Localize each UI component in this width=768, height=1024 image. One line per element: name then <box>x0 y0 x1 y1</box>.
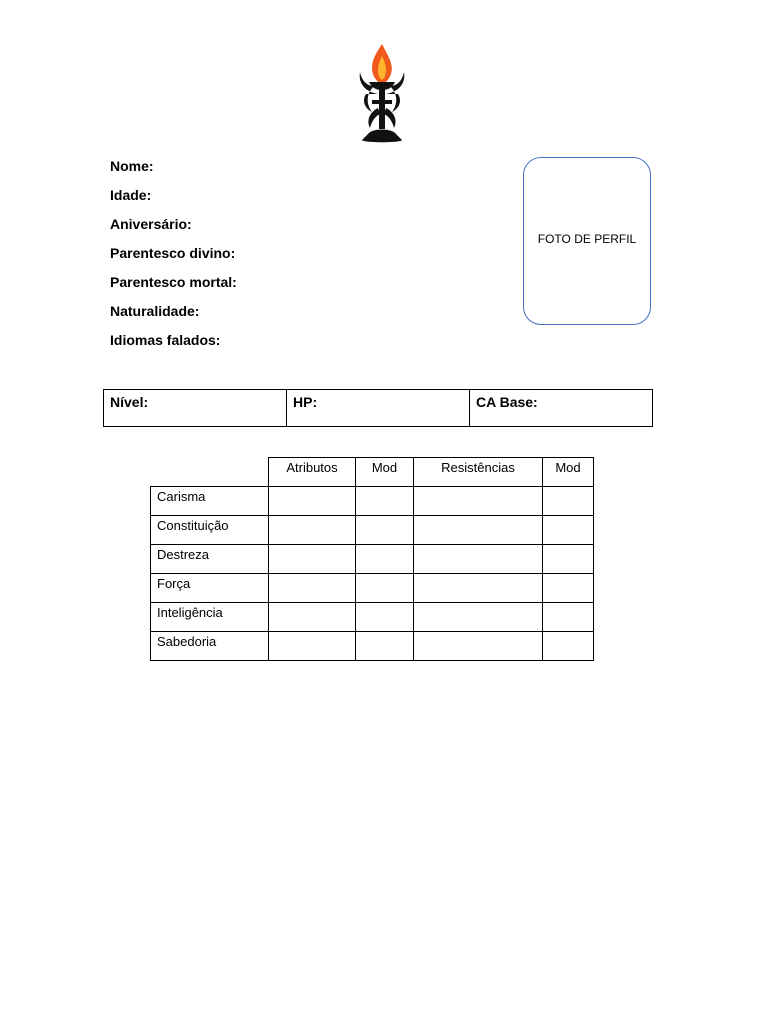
header-mod-resistencias: Mod <box>543 458 594 487</box>
table-row <box>151 487 594 516</box>
table-row <box>151 574 594 603</box>
attribute-value-cell[interactable] <box>269 516 356 545</box>
attribute-name-forca: Força <box>151 574 269 603</box>
header-atributos: Atributos <box>269 458 356 487</box>
resistance-value-cell[interactable] <box>414 516 543 545</box>
resistance-mod-cell[interactable] <box>543 574 594 603</box>
stats-table <box>103 389 653 427</box>
attribute-name-inteligencia: Inteligência <box>151 603 269 632</box>
stat-hp[interactable]: HP: <box>287 390 470 427</box>
attribute-value-cell[interactable] <box>269 603 356 632</box>
field-nome[interactable]: Nome: <box>110 158 154 174</box>
attribute-mod-cell[interactable] <box>356 632 414 661</box>
table-row <box>151 603 594 632</box>
torch-emblem-logo <box>352 42 412 146</box>
field-naturalidade[interactable]: Naturalidade: <box>110 303 200 319</box>
table-row <box>151 516 594 545</box>
table-row <box>151 632 594 661</box>
field-parentesco-mortal[interactable]: Parentesco mortal: <box>110 274 237 290</box>
resistance-value-cell[interactable] <box>414 632 543 661</box>
attributes-table <box>150 457 594 661</box>
attribute-mod-cell[interactable] <box>356 487 414 516</box>
resistance-value-cell[interactable] <box>414 574 543 603</box>
resistance-value-cell[interactable] <box>414 603 543 632</box>
attribute-value-cell[interactable] <box>269 574 356 603</box>
resistance-mod-cell[interactable] <box>543 516 594 545</box>
field-aniversario[interactable]: Aniversário: <box>110 216 192 232</box>
field-parentesco-divino[interactable]: Parentesco divino: <box>110 245 236 261</box>
profile-photo-label: FOTO DE PERFIL <box>537 232 637 246</box>
attribute-value-cell[interactable] <box>269 545 356 574</box>
profile-fields <box>110 156 237 359</box>
resistance-mod-cell[interactable] <box>543 632 594 661</box>
attribute-mod-cell[interactable] <box>356 545 414 574</box>
attribute-name-destreza: Destreza <box>151 545 269 574</box>
attribute-value-cell[interactable] <box>269 632 356 661</box>
attribute-name-sabedoria: Sabedoria <box>151 632 269 661</box>
profile-photo-placeholder[interactable] <box>523 157 651 325</box>
attribute-mod-cell[interactable] <box>356 516 414 545</box>
resistance-value-cell[interactable] <box>414 487 543 516</box>
attribute-value-cell[interactable] <box>269 487 356 516</box>
stat-nivel[interactable]: Nível: <box>104 390 287 427</box>
header-blank-cell <box>151 458 269 487</box>
resistance-value-cell[interactable] <box>414 545 543 574</box>
header-mod: Mod <box>356 458 414 487</box>
stat-ca-base[interactable]: CA Base: <box>470 390 653 427</box>
field-idiomas-falados[interactable]: Idiomas falados: <box>110 332 221 348</box>
attribute-mod-cell[interactable] <box>356 603 414 632</box>
resistance-mod-cell[interactable] <box>543 545 594 574</box>
field-idade[interactable]: Idade: <box>110 187 152 203</box>
attribute-mod-cell[interactable] <box>356 574 414 603</box>
resistance-mod-cell[interactable] <box>543 603 594 632</box>
resistance-mod-cell[interactable] <box>543 487 594 516</box>
attribute-name-carisma: Carisma <box>151 487 269 516</box>
attribute-name-constituicao: Constituição <box>151 516 269 545</box>
header-resistencias: Resistências <box>414 458 543 487</box>
attributes-header-row <box>151 458 594 487</box>
table-row <box>151 545 594 574</box>
